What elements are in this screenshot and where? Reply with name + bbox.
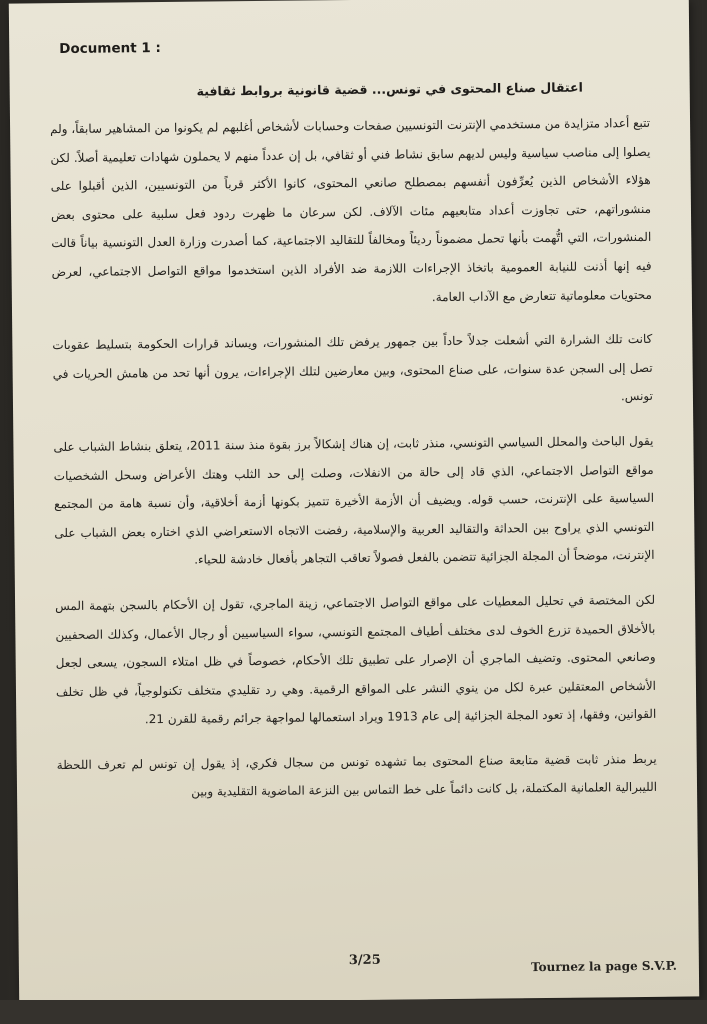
- article-body: [50, 109, 657, 824]
- paragraph-2: كانت تلك الشرارة التي أشعلت جدلاً حاداً بين جمهور يرفض تلك المنشورات، ويساند قرارات الحكومة بتسليط عقوبات تصل إلى السجن عدة سنوات، على صناع المحتوى، وبين معارضين لتلك الإجراءات، يرون أنها تحد من هامش الحريات في تونس.: [52, 332, 654, 404]
- page-number: 3/25: [348, 952, 381, 969]
- document-label: Document 1 :: [59, 39, 161, 58]
- paragraph-4: لكن المختصة في تحليل المعطيات على مواقع التواصل الاجتماعي، زينة الماجري، تقول إن الأحكام بالسجن بتهمة المس بالأخلاق الحميدة تزرع الخوف لدى مختلف أطياف المجتمع التونسي، سواء السياسيين أو رجال الأعمال، وكذلك الصحفيين وصانعي المحتوى. وتضيف الماجري أن الإصرار على تطبيق تلك الأحكام، خصوصاً في ظل امتلاء السجون، يسعى لجعل الأشخاص المعتقلين عبرة لكل من ينوي النشر على المواقع الرقمية. وهي رد تقليدي متخلف تكنولوجياً، في ظل تخلف القوانين، وفقها، إذ تعود المجلة الجزائية إلى عام 1913 ويراد استعمالها لمواجهة جرائم رقمية للقرن 21.: [55, 592, 657, 727]
- paragraph-1: تتبع أعداد متزايدة من مستخدمي الإنترنت التونسيين صفحات وحسابات لأشخاص أغلبهم لم يكونوا من المشاهير سابقاً، ولم يصلوا إلى مناصب سياسية وليس لديهم سابق نشاط فني أو ثقافي، بل إن عدداً منهم لا يحملون شهادات تعليمية أصلاً. لكن هؤلاء الأشخاص الذين يُعرِّفون أنفسهم بمصطلح صانعي المحتوى، كانوا الأكثر قرباً من التونسيين، الذين أقبلوا على منشوراتهم، حتى تجاوزت أعداد متابعيهم مئات الآلاف. لكن سرعان ما ظهرت ردود فعل سلبية على محتوى بعض المنشورات، التي اتُّهمت بأنها تحمل مضموناً رديئاً ومخالفاً للتقاليد الاجتماعية، كما أصدرت وزارة العدل التونسية بياناً قالت فيه إنها أذنت للنيابة العمومية باتخاذ الإجراءات اللازمة ضد الأفراد الذين استخدموا مواقع التواصل الاجتماعي، لعرض محتويات معلوماتية تتعارض مع الآداب العامة.: [50, 115, 652, 304]
- article-title: اعتقال صناع المحتوى في تونس... قضية قانونية بروابط ثقافية: [196, 79, 583, 99]
- paragraph-3: يقول الباحث والمحلل السياسي التونسي، منذر ثابت، إن هناك إشكالاً برز بقوة منذ سنة 2011، يتعلق بنشاط الشباب على مواقع التواصل الاجتماعي، الذي قاد إلى حالة من الانفلات، وصلت إلى حد الثلب وهتك الأعراض وسحل الشخصيات السياسية على الإنترنت، حسب قوله. ويضيف أن الأزمة الأخيرة تتميز بكونها أزمة أخلاقية، وأن نسبة هامة من المجتمع التونسي الذي يراوح بين الحداثة والتقاليد العربية والإسلامية، رفضت الاتجاه الاستعراضي الذي اختاره بعض الشباب على الإنترنت، موضحاً أن المجلة الجزائية تتضمن بالفعل فصولاً تعاقب التجاهر بأفعال خادشة للحياء.: [53, 433, 655, 567]
- desk-edge: [0, 1000, 707, 1024]
- page-turn-note: Tournez la page S.V.P.: [530, 958, 677, 975]
- exam-page: [9, 0, 699, 1004]
- paragraph-5: يربط منذر ثابت قضية متابعة صناع المحتوى بما تشهده تونس من سجال فكري، إذ يقول إن تونس لم تعرف اللحظة الليبرالية العلمانية المكتملة، بل كانت دائماً على خط التماس بين النزعة الماضوية التقليدية وبين: [56, 751, 658, 800]
